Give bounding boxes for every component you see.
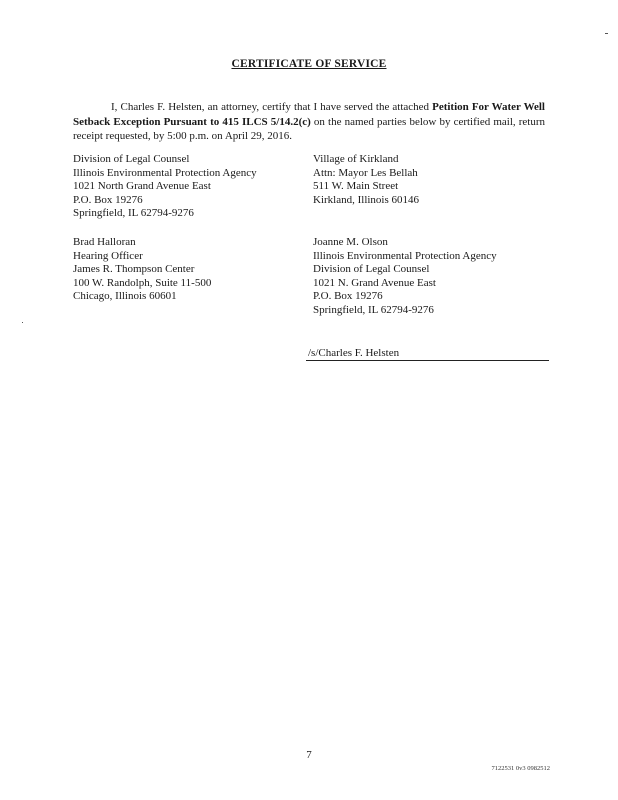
address-line: 100 W. Randolph, Suite 11-500: [73, 276, 212, 289]
address-line: 511 W. Main Street: [313, 180, 399, 193]
address-line: Springfield, IL 62794-9276: [313, 303, 434, 316]
address-line: Attn: Mayor Les Bellah: [313, 166, 418, 179]
scan-artifact: [605, 33, 608, 34]
address-line: Hearing Officer: [73, 249, 143, 262]
address-line: Division of Legal Counsel: [73, 153, 190, 165]
address-line: P.O. Box 19276: [73, 193, 143, 206]
address-line: Village of Kirkland: [313, 153, 399, 165]
document-id-footer: 7122531 0v3 0982512: [491, 765, 550, 772]
address-line: Division of Legal Counsel: [313, 263, 430, 276]
address-line: Illinois Environmental Protection Agency: [73, 166, 257, 179]
address-line: Illinois Environmental Protection Agency: [313, 249, 497, 262]
certificate-title: CERTIFICATE OF SERVICE: [231, 58, 387, 70]
address-line: 1021 North Grand Avenue East: [73, 180, 211, 193]
statement-tail: on the named parties below by certified mail, return receipt requested, by 5:00 p.m. on April 29, 2016.: [73, 115, 546, 142]
scan-artifact: [22, 322, 23, 323]
statement-petition-title: Petition For Water Well Setback Exception Pursuant to 415 ILCS 5/14.2(c): [73, 101, 545, 128]
party-address-village-kirkland: [313, 153, 419, 207]
address-line: P.O. Box 19276: [313, 290, 383, 303]
address-line: Brad Halloran: [73, 236, 136, 248]
address-line: 1021 N. Grand Avenue East: [313, 276, 436, 289]
address-line: Joanne M. Olson: [313, 236, 388, 248]
statement-lead: I, Charles F. Helsten, an attorney, certify that I have served the attached: [111, 101, 433, 113]
address-line: Kirkland, Illinois 60146: [313, 193, 420, 206]
party-address-joanne-olson: [313, 236, 497, 318]
address-line: James R. Thompson Center: [73, 263, 195, 276]
certification-statement: [73, 100, 545, 144]
address-line: Chicago, Illinois 60601: [73, 290, 177, 303]
signature-line: /s/Charles F. Helsten: [306, 347, 549, 361]
party-address-hearing-officer: [73, 236, 211, 304]
party-address-iepa-legal: [73, 153, 257, 221]
address-line: Springfield, IL 62794-9276: [73, 207, 194, 220]
page-number: 7: [306, 749, 312, 761]
